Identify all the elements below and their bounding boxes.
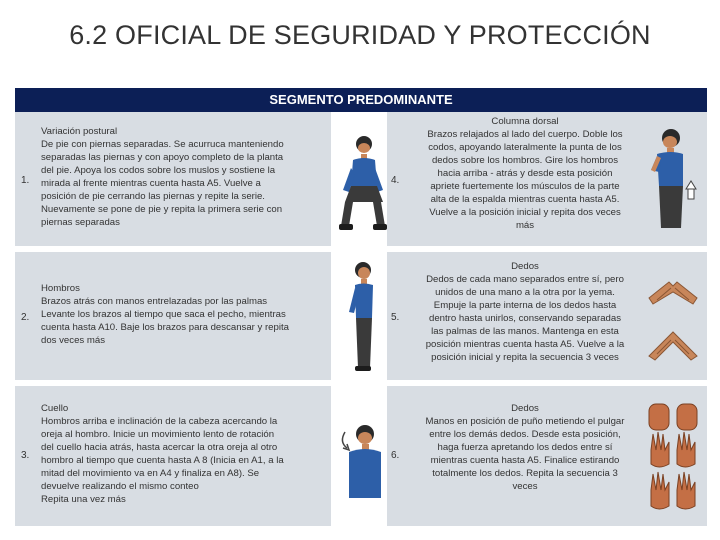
exercise-description: Dedos Dedos de cada mano separados entre sí, pero unidos de una mano a la otra por la yema. Empuje la parte interna de los dedos hasta dentro hasta unirlos, conservando separadas las palmas de las manos. Mantenga en esta posición mientras cuenta hasta A5. Vuelve a la posición inicial y repita la secuencia 3 veces [425, 261, 625, 363]
exercise-description: Hombros Brazos atrás con manos entrelazadas por las palmas Levante los brazos al tiempo que saca el pecho, mientras cuenta hasta A10. Baje los brazos para descansar y repita dos veces más [41, 283, 289, 346]
exercise-number: 6. [391, 450, 400, 461]
neck-rotation-person-icon [335, 412, 391, 502]
exercise-3-cell [15, 386, 363, 526]
exercise-4-cell [387, 112, 707, 246]
exercise-6-cell [387, 386, 707, 526]
exercise-number: 4. [391, 175, 400, 186]
exercise-3-figure-cell [331, 386, 393, 526]
exercise-2-cell [15, 252, 363, 380]
page-title: 6.2 OFICIAL DE SEGURIDAD Y PROTECCIÓN [69, 20, 651, 50]
exercise-description: Columna dorsal Brazos relajados al lado del cuerpo. Doble los codos, apoyando lateralmente la punta de los dedos sobre los hombros. Gire los hombros hacia arriba - atrás y desde esta posición apriete fuertemente los músculos de la parte alta de la espalda mientras cuenta hasta A5. Vuelve a la posición inicial y repita dos veces más [427, 116, 623, 231]
exercise-description: Dedos Manos en posición de puño metiendo el pulgar entre los demás dedos. Desde esta posición, haga fuerza apretando los dedos entre sí mientras cuenta hasta A5. Finalice estirando totalmente los dedos. Repita la secuencia 3 veces [425, 403, 625, 492]
exercise-1-figure-cell [331, 112, 393, 246]
exercise-grid [15, 112, 707, 526]
shoulder-rotation-person-icon [645, 126, 701, 232]
exercise-number: 3. [21, 450, 30, 461]
exercise-number: 5. [391, 312, 400, 323]
fingertips-press-hands-icon [643, 270, 703, 370]
segment-header: SEGMENTO PREDOMINANTE [15, 88, 707, 112]
fist-and-open-hands-icon [643, 394, 703, 520]
exercise-description: Cuello Hombros arriba e inclinación de la cabeza acercando la oreja al hombro. Inicie un movimiento lento de rotación del cuello hacia atrás, hasta acercar la otra oreja al otro hombro al tiempo que cuenta hasta A 8 (Inicia en A1, a la mitad del movimiento va en A4 y finaliza en A8). Se devuelve realizando el mismo conteo Repita una vez más [41, 403, 284, 505]
exercise-1-cell [15, 112, 363, 246]
exercise-2-figure-cell [331, 252, 393, 380]
standing-person-icon [345, 260, 381, 374]
exercise-number: 1. [21, 175, 30, 186]
exercise-description: Variación postural De pie con piernas separadas. Se acurruca manteniendo separadas las piernas y con apoyo completo de la planta del pie. Apoya los codos sobre los muslos y sostiene la mirada al frente mientras cuenta hasta A5. Vuelve a posición de pie cerrando las piernas y repite la serie. Nuevamente se pone de pie y repita la primera serie con piernas separadas [41, 126, 284, 228]
exercise-number: 2. [21, 312, 30, 323]
exercise-5-cell [387, 252, 707, 380]
squatting-person-icon [337, 134, 389, 234]
